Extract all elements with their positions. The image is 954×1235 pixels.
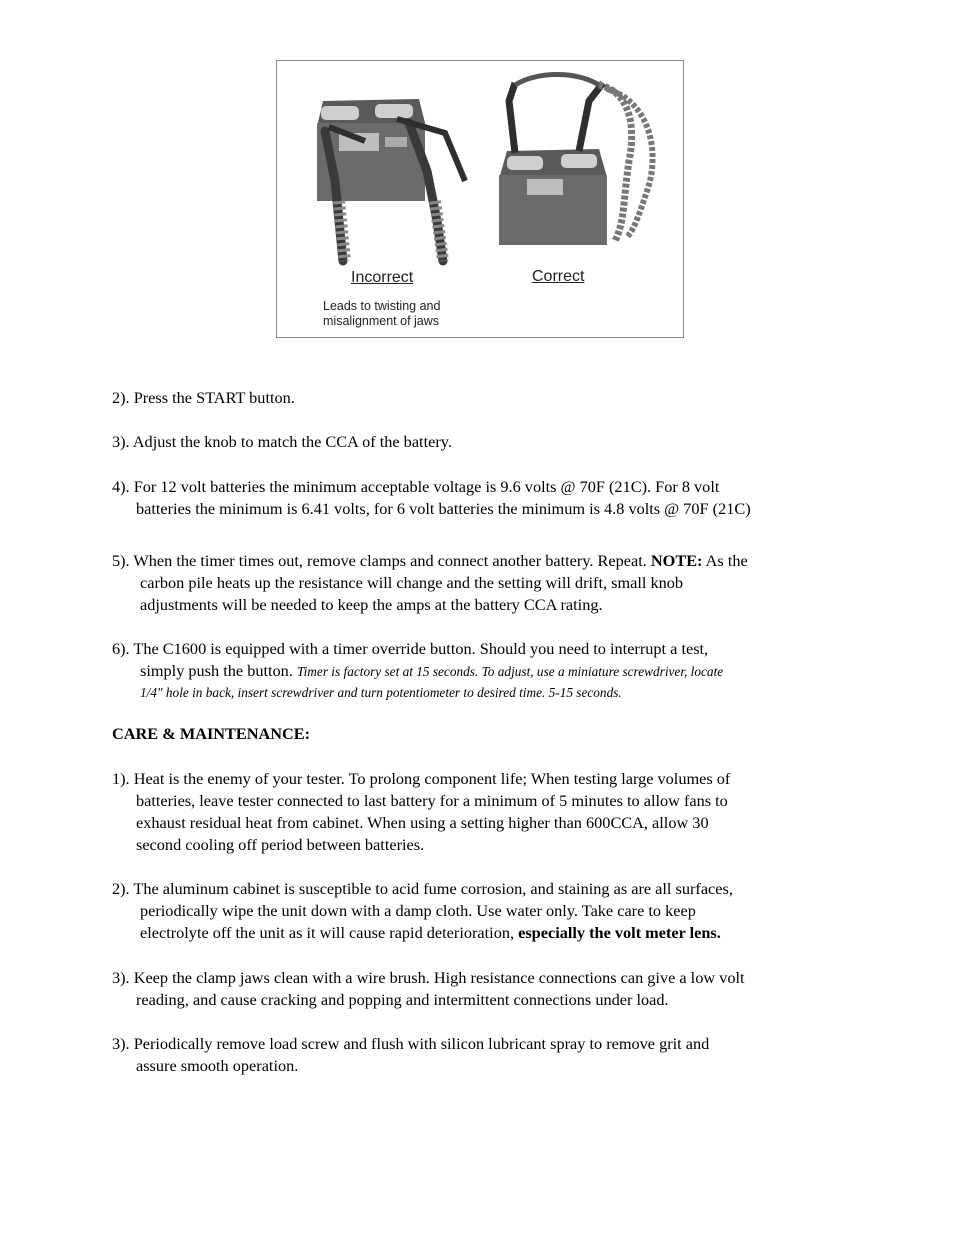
incorrect-note-line-1: Leads to twisting and xyxy=(323,299,441,313)
correct-battery-image xyxy=(499,75,653,246)
battery-clamp-photo xyxy=(277,61,685,339)
care-2-line-2: periodically wipe the unit down with a damp cloth. Use water only. Take care to keep xyxy=(140,901,696,920)
care-item-2 xyxy=(112,878,852,944)
incorrect-battery-image xyxy=(317,99,465,261)
step-3 xyxy=(112,431,852,453)
care-item-1 xyxy=(112,768,852,856)
step-6-line-1: 6). The C1600 is equipped with a timer override button. Should you need to interrupt a test, xyxy=(112,639,709,658)
step-5-line-2: carbon pile heats up the resistance will change and the setting will drift, small knob xyxy=(140,573,684,592)
care-4-line-1: 3). Periodically remove load screw and flush with silicon lubricant spray to remove grit and xyxy=(112,1034,710,1053)
care-2-bold-text: especially the volt meter lens. xyxy=(518,923,721,942)
step-2-text: 2). Press the START button. xyxy=(112,388,295,407)
care-1-line-4: second cooling off period between batteries. xyxy=(136,835,425,854)
step-6 xyxy=(112,638,852,703)
incorrect-note-line-2: misalignment of jaws xyxy=(323,314,440,328)
care-2-text-a: electrolyte off the unit as it will cause rapid deterioration, xyxy=(140,923,519,942)
step-4-line-1: 4). For 12 volt batteries the minimum acceptable voltage is 9.6 volts @ 70F (21C). For 8 volt xyxy=(112,477,720,496)
step-6-text-a: simply push the button. xyxy=(140,661,297,680)
care-heading-text: CARE & MAINTENANCE: xyxy=(112,724,311,743)
care-item-4 xyxy=(112,1033,852,1077)
care-1-line-1: 1). Heat is the enemy of your tester. To prolong component life; When testing large volumes of xyxy=(112,769,731,788)
step-5-note-label: NOTE: xyxy=(650,551,703,570)
step-4-line-2: batteries the minimum is 6.41 volts, for 6 volt batteries the minimum is 4.8 volts @ 70F (21C) xyxy=(136,499,751,518)
care-heading xyxy=(112,723,852,745)
care-item-3 xyxy=(112,967,852,1011)
step-4 xyxy=(112,476,852,520)
step-6-italic-note: Timer is factory set at 15 seconds. To adjust, use a miniature screwdriver, locate xyxy=(296,664,724,679)
step-5 xyxy=(112,550,852,616)
step-6-italic-line-3: 1/4" hole in back, insert screwdriver and turn potentiometer to desired time. 5-15 seconds. xyxy=(140,685,622,700)
care-3-line-2: reading, and cause cracking and popping and intermittent connections under load. xyxy=(136,990,669,1009)
battery-clamp-figure xyxy=(276,60,684,338)
step-5-text-a: 5). When the timer times out, remove clamps and connect another battery. Repeat. xyxy=(112,551,651,570)
step-5-text-b: As the xyxy=(702,551,748,570)
care-2-line-1: 2). The aluminum cabinet is susceptible to acid fume corrosion, and staining as are all surfaces, xyxy=(112,879,733,898)
step-5-line-1 xyxy=(112,550,852,572)
correct-label: Correct xyxy=(532,268,585,285)
care-1-line-3: exhaust residual heat from cabinet. When using a setting higher than 600CCA, allow 30 xyxy=(136,813,709,832)
incorrect-label: Incorrect xyxy=(351,269,414,286)
step-6-line-2 xyxy=(112,660,852,683)
care-3-line-1: 3). Keep the clamp jaws clean with a wire brush. High resistance connections can give a low volt xyxy=(112,968,745,987)
step-2 xyxy=(112,387,852,409)
care-1-line-2: batteries, leave tester connected to last battery for a minimum of 5 minutes to allow fans to xyxy=(136,791,728,810)
step-3-text: 3). Adjust the knob to match the CCA of the battery. xyxy=(112,432,452,451)
care-4-line-2: assure smooth operation. xyxy=(136,1056,299,1075)
step-5-line-3: adjustments will be needed to keep the amps at the battery CCA rating. xyxy=(140,595,603,614)
care-2-line-3 xyxy=(112,922,852,944)
